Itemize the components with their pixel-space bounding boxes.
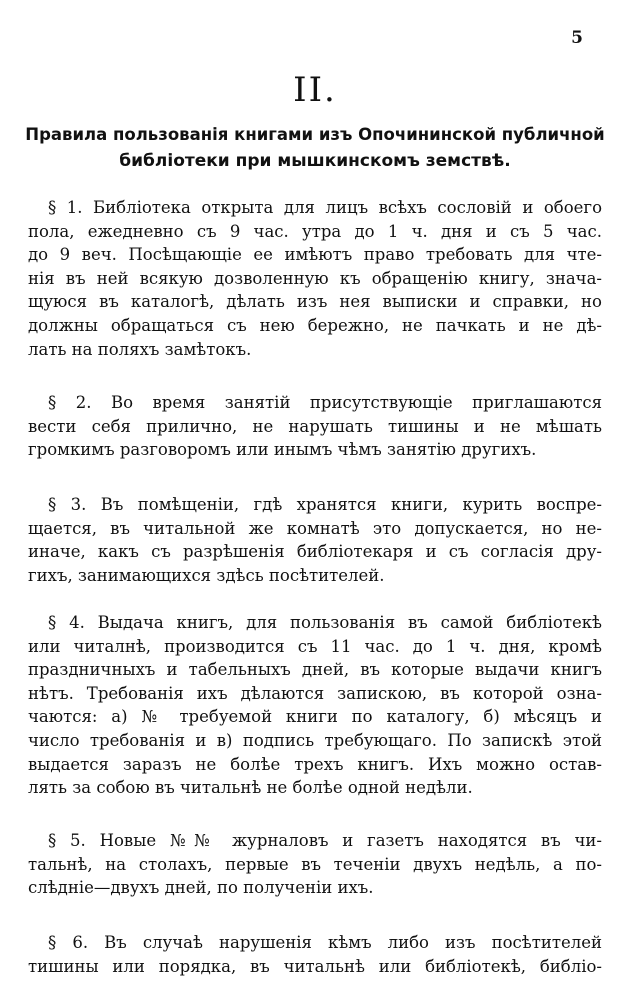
paragraph-1 <box>28 196 602 361</box>
text-line: иначе, какъ съ разрѣшенія библіотекаря и съ согласія дру- <box>28 542 602 562</box>
paragraph-5 <box>28 829 602 900</box>
title-line: библіотеки при мышкинскомъ земствѣ. <box>119 151 511 171</box>
text-line: выдается заразъ не болѣе трехъ книгъ. Ихъ можно остав- <box>28 754 602 774</box>
text-line: лать на поляхъ замѣтокъ. <box>28 339 252 359</box>
text-line: громкимъ разговоромъ или инымъ чѣмъ занятію другихъ. <box>28 440 537 460</box>
text-line: число требованія и в) подпись требующаго. По запискѣ этой <box>28 730 602 750</box>
text-line: пола, ежедневно съ 9 час. утра до 1 ч. дня и съ 5 час. <box>28 221 602 241</box>
paragraph-6 <box>28 931 602 978</box>
paragraph-4 <box>28 611 602 800</box>
page-number: 5 <box>571 28 583 48</box>
paragraph-3 <box>28 493 602 587</box>
text-line: щуюся въ каталогѣ, дѣлать изъ нея выписки и справки, но <box>28 292 602 312</box>
text-line: нія въ ней всякую дозволенную къ обращенію книгу, знача- <box>28 268 602 288</box>
text-line: § 1. Библіотека открыта для лицъ всѣхъ сословій и обоего <box>48 198 602 217</box>
text-line: тальнѣ, на столахъ, первые въ теченіи двухъ недѣль, а по- <box>28 854 602 874</box>
text-line: § 6. Въ случаѣ нарушенія кѣмъ либо изъ посѣтителей <box>48 933 602 952</box>
text-line: § 2. Во время занятій присутствующіе приглашаются <box>48 393 602 412</box>
section-title <box>22 122 608 174</box>
paragraph-2 <box>28 391 602 462</box>
title-line: Правила пользованія книгами изъ Опочининской публичной <box>25 125 605 144</box>
text-line: § 3. Въ помѣщеніи, гдѣ хранятся книги, курить воспре- <box>48 495 602 514</box>
text-line: или читалнѣ, производится съ 11 час. до 1 ч. дня, кромѣ <box>28 636 602 656</box>
text-line: нѣтъ. Требованія ихъ дѣлаются запискою, въ которой озна- <box>28 683 602 703</box>
text-line: вести себя прилично, не нарушать тишины и не мѣшать <box>28 416 602 436</box>
text-line: слѣдніе—двухъ дней, по полученіи ихъ. <box>28 878 374 898</box>
text-line: тишины или порядка, въ читальнѣ или библіотекѣ, библіо- <box>28 956 602 976</box>
text-line: должны обращаться съ нею бережно, не пачкать и не дѣ- <box>28 315 602 335</box>
text-line: гихъ, занимающихся здѣсь посѣтителей. <box>28 565 385 585</box>
text-line: § 4. Выдача книгъ, для пользованія въ самой библіотекѣ <box>48 613 602 632</box>
text-line: до 9 веч. Посѣщающіе ее имѣютъ право требовать для чте- <box>28 245 602 265</box>
chapter-heading: II. <box>293 70 337 110</box>
text-line: праздничныхъ и табельныхъ дней, въ которые выдачи книгъ <box>28 660 602 680</box>
text-line: лять за собою въ читальнѣ не болѣе одной недѣли. <box>28 778 473 798</box>
text-line: § 5. Новые №№ журналовъ и газетъ находятся въ чи- <box>48 831 602 850</box>
text-line: щается, въ читальной же комнатѣ это допускается, но не- <box>28 518 602 538</box>
text-line: чаются: а) № требуемой книги по каталогу, б) мѣсяцъ и <box>28 707 602 727</box>
